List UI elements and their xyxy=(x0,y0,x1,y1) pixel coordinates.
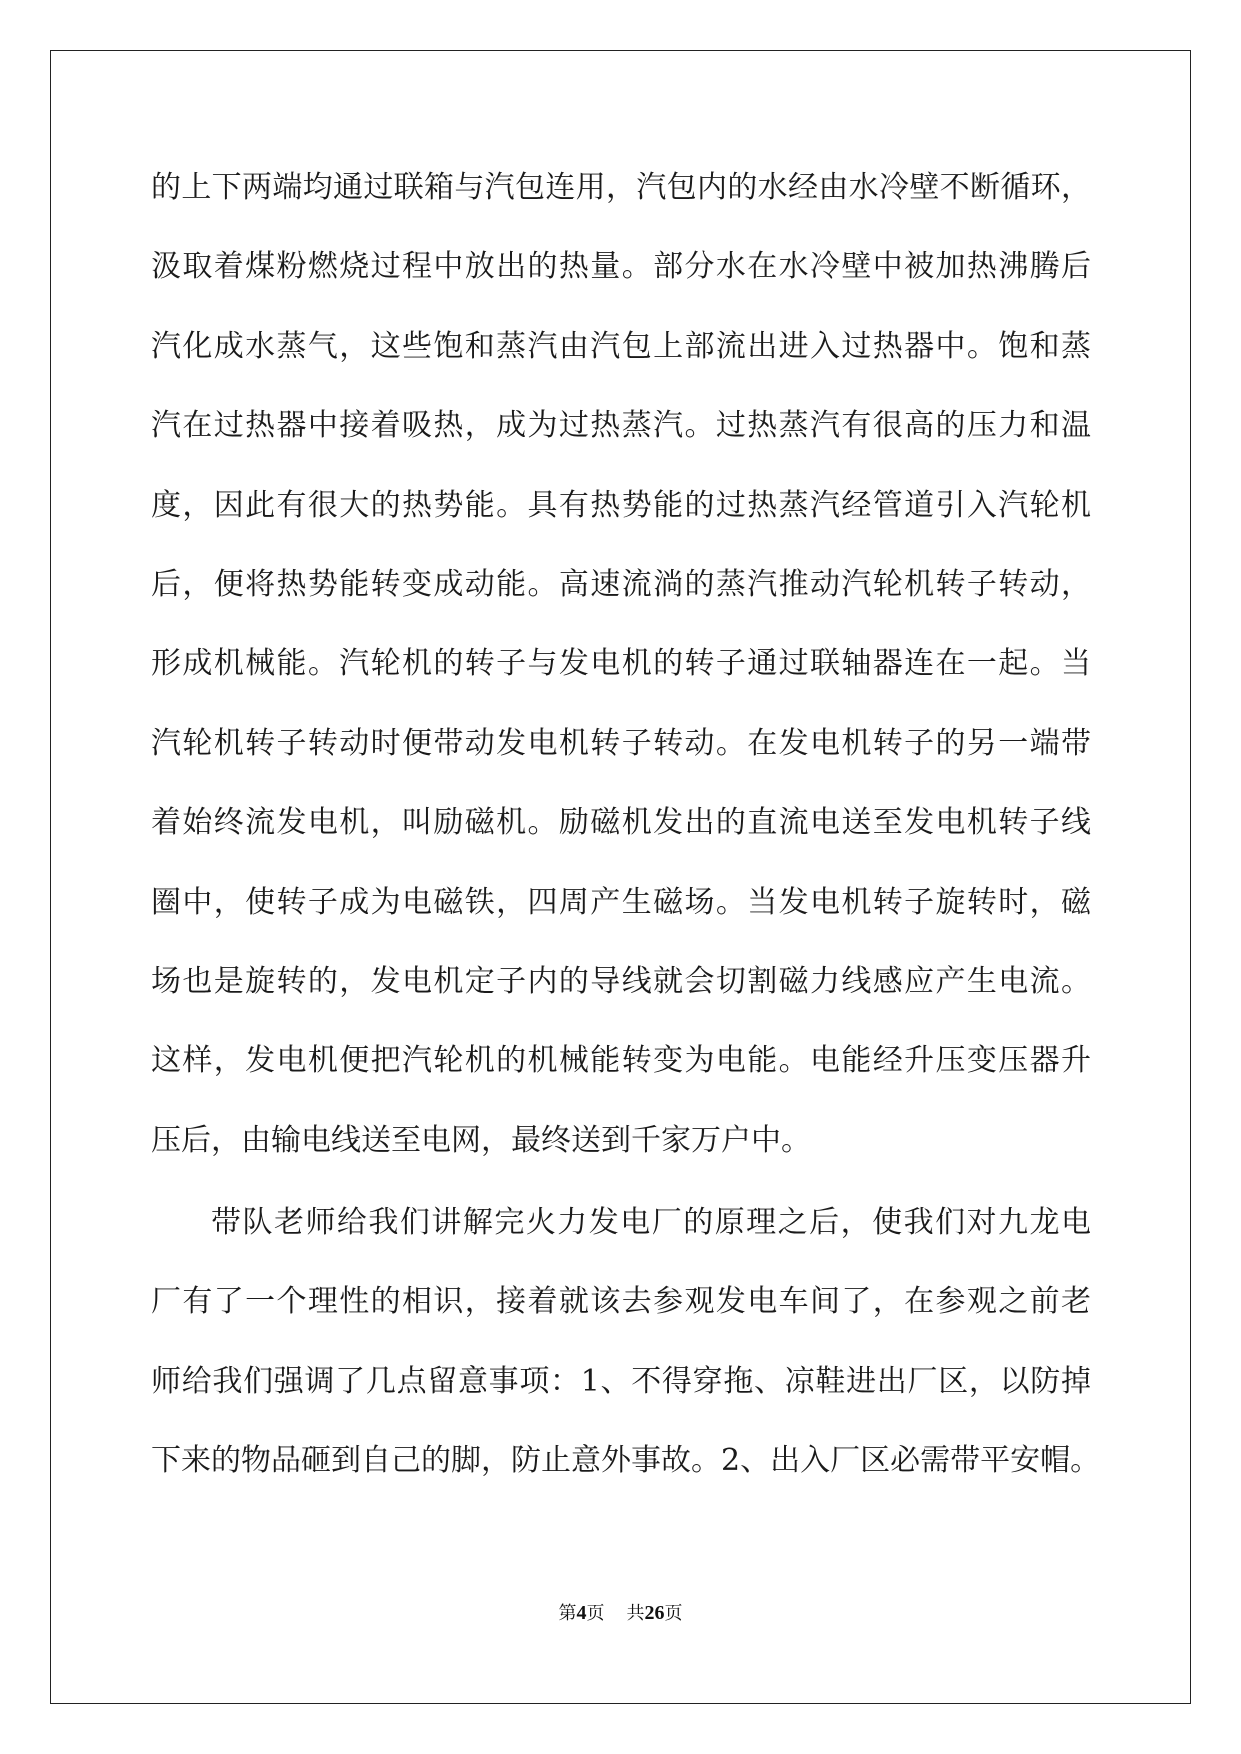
text-line: 着始终流发电机，叫励磁机。励磁机发出的直流电送至发电机转子线 xyxy=(151,805,1091,841)
text-line: 汽轮机转子转动时便带动发电机转子转动。在发电机转子的另一端带 xyxy=(151,725,1091,761)
text-line: 汽在过热器中接着吸热，成为过热蒸汽。过热蒸汽有很高的压力和温 xyxy=(151,408,1091,444)
text-line: 师给我们强调了几点留意事项：1、不得穿拖、凉鞋进出厂区，以防掉 xyxy=(151,1363,1091,1399)
text-line: 汽化成水蒸气，这些饱和蒸汽由汽包上部流出进入过热器中。饱和蒸 xyxy=(151,328,1091,364)
total-pages: 26 xyxy=(644,1602,665,1624)
text-line: 压后，由输电线送至电网，最终送到千家万户中。 xyxy=(151,1122,811,1158)
text-line: 的上下两端均通过联箱与汽包连用，汽包内的水经由水冷壁不断循环， xyxy=(151,170,1091,205)
page-number: 4 xyxy=(576,1602,587,1624)
text-line: 带队老师给我们讲解完火力发电厂的原理之后，使我们对九龙电 xyxy=(211,1205,1091,1241)
text-line: 厂有了一个理性的相识，接着就该去参观发电车间了，在参观之前老 xyxy=(151,1284,1091,1320)
text-line: 圈中，使转子成为电磁铁，四周产生磁场。当发电机转子旋转时，磁 xyxy=(151,884,1091,920)
text-line: 这样，发电机便把汽轮机的机械能转变为电能。电能经升压变压器升 xyxy=(151,1043,1091,1079)
text-line: 后，便将热势能转变成动能。高速流淌的蒸汽推动汽轮机转子转动， xyxy=(151,566,1091,602)
text-line: 下来的物品砸到自己的脚，防止意外事故。2、出入厂区必需带平安帽。 xyxy=(151,1443,1101,1479)
page-prefix: 第 xyxy=(558,1603,577,1623)
text-line: 度，因此有很大的热势能。具有热势能的过热蒸汽经管道引入汽轮机 xyxy=(151,487,1091,523)
text-line: 场也是旋转的，发电机定子内的导线就会切割磁力线感应产生电流。 xyxy=(151,963,1091,999)
paragraph-1 xyxy=(151,158,1091,1190)
total-prefix: 共 xyxy=(626,1603,645,1623)
text-line: 汲取着煤粉燃烧过程中放出的热量。部分水在水冷壁中被加热沸腾后 xyxy=(151,249,1091,285)
page-footer xyxy=(0,1600,1241,1626)
total-suffix: 页 xyxy=(664,1603,683,1623)
page-suffix: 页 xyxy=(586,1603,605,1623)
body-text xyxy=(151,158,1101,1511)
paragraph-2 xyxy=(151,1193,1101,1511)
text-line: 形成机械能。汽轮机的转子与发电机的转子通过联轴器连在一起。当 xyxy=(151,646,1091,682)
